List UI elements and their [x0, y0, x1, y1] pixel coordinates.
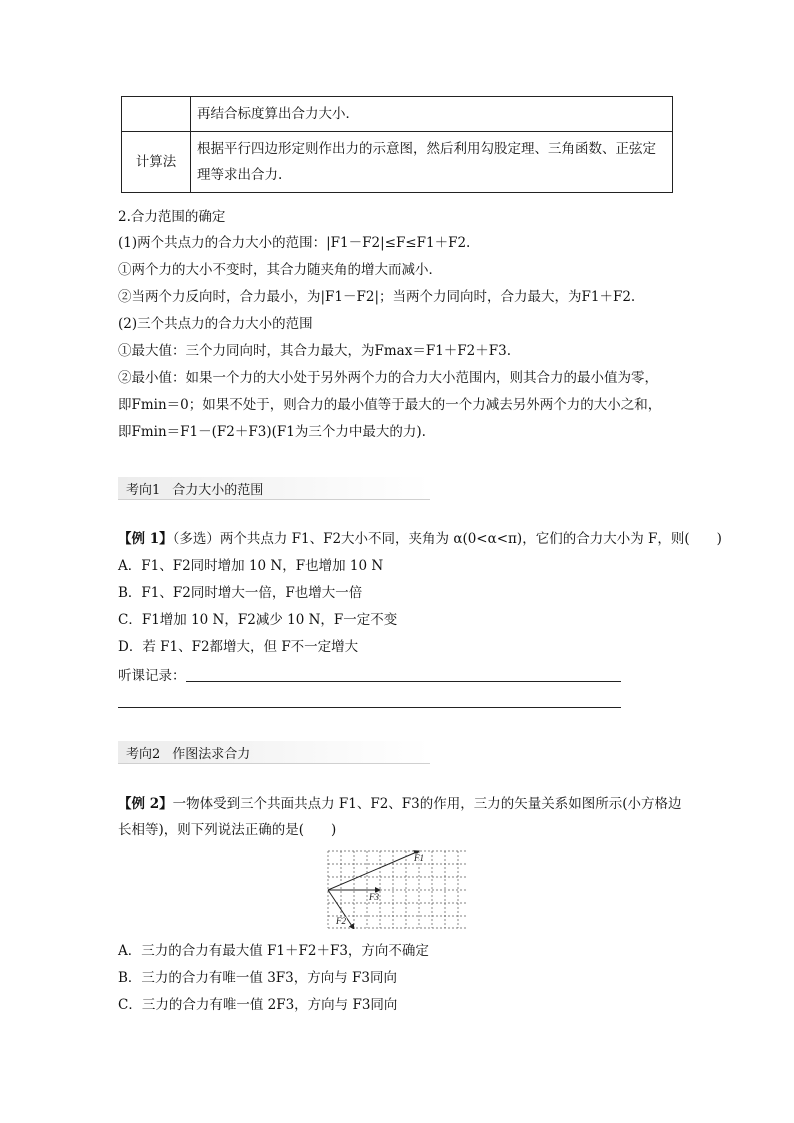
topic-number: 考向2 — [126, 747, 161, 762]
paragraph — [118, 422, 426, 442]
text: ①最大值：三个力同向时，其合力最大，为 — [118, 343, 375, 359]
topic-label: 合力大小的范围 — [172, 483, 264, 498]
text: ；当两个力同向时，合力最大，为 — [379, 289, 582, 305]
topic-bar — [118, 741, 430, 764]
text: 即 — [118, 397, 132, 413]
table-cell-content: 再结合标度算出合力大小． — [191, 97, 673, 132]
table-row — [122, 132, 673, 193]
formula: Fmin＝0 — [131, 397, 189, 413]
table-cell-label — [122, 97, 191, 132]
record-label: 听课记录： — [118, 668, 186, 684]
paragraph — [118, 395, 661, 415]
topic-bar — [118, 477, 430, 500]
topic-number: 考向1 — [126, 483, 161, 498]
paragraph — [118, 341, 511, 361]
text: 即 — [118, 424, 132, 440]
text: ②当两个力反向时，合力最小，为 — [118, 289, 321, 305]
answer-line — [118, 707, 621, 708]
method-table — [121, 96, 673, 193]
example-tag: 【例 1】 — [118, 531, 173, 547]
topic-title — [126, 743, 250, 762]
formula: Fmax＝F1＋F2＋F3. — [374, 343, 511, 359]
table-row — [122, 97, 673, 132]
formula: Fmin＝F1－(F2＋F3) — [131, 424, 272, 440]
example-stem-text: （多选）两个共点力 F1、F2大小不同，夹角为 α(0<α<π)，它们的合力大小为 F，则( ) — [172, 531, 722, 547]
paragraph: ②最小值：如果一个力的大小处于另外两个力的合力大小范围内，则其合力的最小值为零， — [118, 370, 658, 386]
example-tag: 【例 2】 — [118, 796, 173, 812]
formula: |F1－F2| — [320, 289, 380, 305]
example-stem-line2: 长相等)，则下列说法正确的是( ) — [118, 822, 337, 838]
formula: |F1－F2|≤F≤F1＋F2. — [326, 235, 471, 251]
topic-label: 作图法求合力 — [172, 747, 251, 762]
example-stem — [118, 794, 682, 814]
answer-line — [186, 681, 621, 682]
table-cell-content: 根据平行四边形定则作出力的示意图，然后利用勾股定理、三角函数、正弦定理等求出合力. — [191, 132, 673, 193]
option-d: D．若 F1、F2都增大，但 F不一定增大 — [118, 639, 359, 655]
option-c: C．三力的合力有唯一值 2F3，方向与 F3同向 — [118, 997, 398, 1013]
paragraph: (2)三个共点力的合力大小的范围 — [118, 316, 313, 332]
option-a: A．F1、F2同时增加 10 N，F也增加 10 N — [118, 558, 384, 574]
label-f1: F1 — [414, 853, 424, 863]
table-cell-label: 计算法 — [122, 132, 191, 193]
vector-f1 — [328, 851, 419, 890]
topic-title — [126, 479, 263, 498]
label-f2: F2 — [336, 916, 346, 926]
label-f3: F3 — [369, 892, 379, 902]
example-stem-text: 一物体受到三个共面共点力 F1、F2、F3的作用，三力的矢量关系如图所示(小方格边 — [172, 796, 682, 812]
section-heading: 2.合力范围的确定 — [118, 209, 226, 225]
paragraph — [118, 287, 635, 307]
text: (F1为三个力中最大的力). — [271, 424, 426, 440]
paragraph: ①两个力的大小不变时，其合力随夹角的增大而减小． — [118, 262, 442, 278]
option-a: A．三力的合力有最大值 F1＋F2＋F3，方向不确定 — [118, 943, 429, 959]
option-b: B．F1、F2同时增大一倍，F也增大一倍 — [118, 585, 363, 601]
option-c: C．F1增加 10 N，F2减少 10 N，F一定不变 — [118, 612, 398, 628]
text: (1)两个共点力的合力大小的范围： — [118, 235, 327, 251]
text: ；如果不处于，则合力的最小值等于最大的一个力减去另外两个力的大小之和， — [188, 397, 662, 413]
example-stem — [118, 529, 722, 549]
vector-diagram — [326, 849, 468, 929]
paragraph — [118, 233, 470, 253]
formula: F1＋F2. — [581, 289, 636, 305]
option-b: B．三力的合力有唯一值 3F3，方向与 F3同向 — [118, 970, 398, 986]
